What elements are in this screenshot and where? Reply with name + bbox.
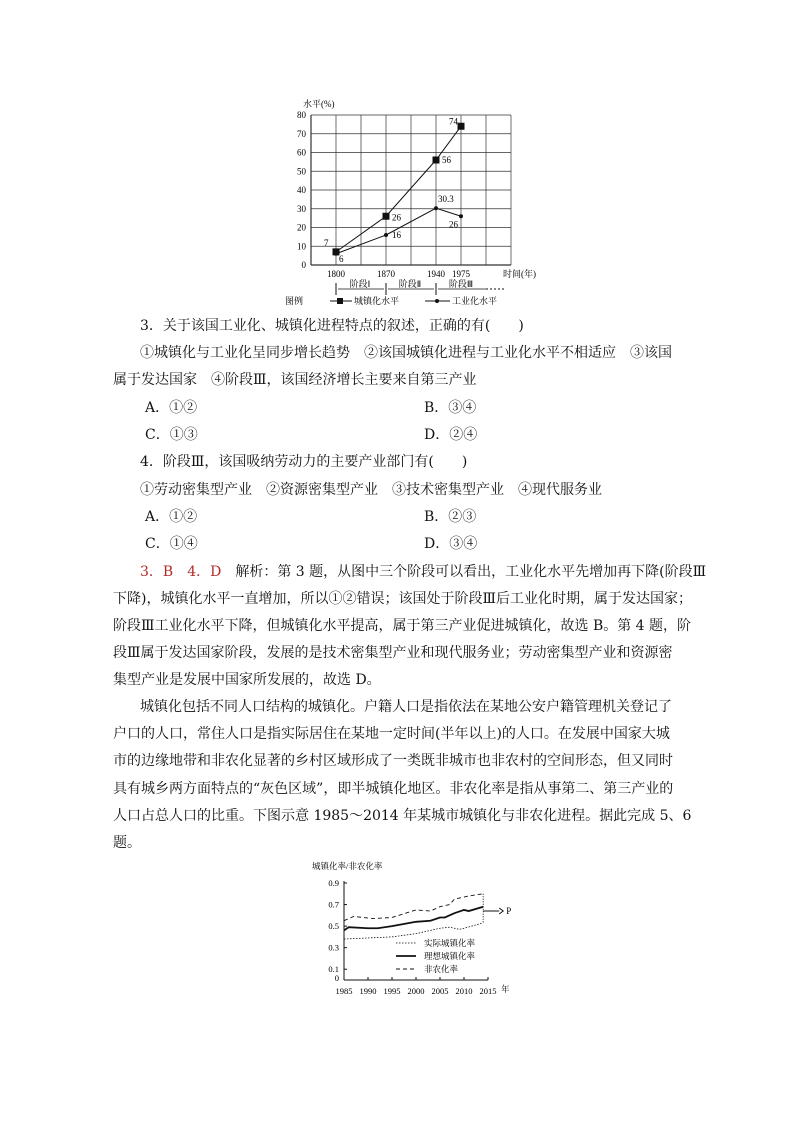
q4-option-a[interactable]: A．①② (145, 509, 198, 525)
data-point-square (433, 157, 440, 164)
data-point-dot (334, 252, 338, 256)
x-tick-label: 2015 (479, 986, 497, 996)
legend-square-icon (337, 298, 343, 304)
stage-label: 阶段Ⅲ (448, 279, 474, 289)
x-tick-label: 1800 (327, 269, 345, 279)
data-point-dot (459, 214, 463, 218)
data-point-dot (384, 233, 388, 237)
answer-explanation-line: 下降)，城镇化水平一直增加，所以①②错误；该国处于阶段Ⅲ后工业化时期，属于发达国家； (113, 591, 692, 607)
x-tick-label: 1990 (359, 986, 377, 996)
y-tick-label: 0 (301, 260, 306, 270)
y-tick-label: 10 (297, 241, 306, 252)
answer-explanation-line: 解析：第 3 题，从图中三个阶段可以看出，工业化水平先增加再下降(阶段Ⅲ (235, 564, 707, 580)
x-tick-label: 2000 (407, 986, 425, 996)
x-tick-label: 1995 (383, 986, 401, 996)
y-tick-label: 0.3 (328, 942, 339, 953)
y-tick-label: 0.5 (328, 921, 339, 932)
series-line (344, 923, 483, 939)
passage-line: 市的边缘地带和非农化显著的乡村区域形成了一类既非城市也非农村的空间形态，但又同时 (113, 753, 673, 769)
legend-title: 图例 (285, 296, 304, 306)
y-tick-label: 0.7 (328, 899, 339, 910)
answer-explanation-line: 集型产业是发展中国家所发展的，故选 D。 (113, 672, 381, 688)
y-tick-label: 80 (297, 110, 306, 120)
chart-urbanization-industrialization (280, 95, 550, 310)
data-label: 6 (339, 253, 344, 264)
q3-statement-line: 属于发达国家 ④阶段Ⅲ，该国经济增长主要来自第三产业 (113, 372, 477, 388)
legend-dot-icon (435, 299, 439, 303)
y-tick-label: 40 (297, 185, 306, 195)
x-axis-title: 年 (501, 984, 510, 994)
passage-line: 城镇化包括不同人口结构的城镇化。户籍人口是指依法在某地公安户籍管理机关登记了 (140, 699, 672, 715)
data-label: 30.3 (438, 194, 454, 205)
x-tick-label: 2010 (455, 986, 473, 996)
data-label: 16 (392, 230, 401, 240)
q4-stem: 4．阶段Ⅲ，该国吸纳劳动力的主要产业部门有( ) (140, 454, 468, 470)
q4-option-b[interactable]: B．②③ (424, 509, 477, 525)
y-tick-label: 50 (297, 166, 306, 177)
q3-option-c[interactable]: C．①③ (145, 427, 198, 443)
q4-option-d[interactable]: D．③④ (424, 536, 478, 552)
y-axis-title: 水平(%) (303, 99, 335, 109)
annotation-label: P (506, 906, 512, 917)
passage-line: 人口占总人口的比重。下图示意 1985～2014 年某城市城镇化与非农化进程。据此完成 5、6 (113, 808, 692, 824)
q3-statement-line: ①城镇化与工业化呈同步增长趋势 ②该国城镇化进程与工业化水平不相适应 ③该国 (140, 345, 672, 361)
series-line (344, 894, 483, 921)
x-tick-label: 1975 (452, 269, 470, 279)
y-tick-label: 0.1 (328, 964, 339, 975)
arrow-head-icon (499, 908, 503, 914)
answer-first-line (140, 563, 706, 581)
passage-line: 户口的人口，常住人口是指实际居住在某地一定时间(半年以上)的人口。在发展中国家大城 (113, 726, 670, 742)
chart-urbanization-nonagricultural (300, 855, 550, 1005)
y-tick-label: 30 (297, 203, 306, 214)
legend-label: 实际城镇化率 (424, 938, 476, 948)
q4-option-c[interactable]: C．①④ (145, 536, 198, 552)
y-tick-label: 0 (334, 973, 339, 983)
x-tick-label: 1870 (377, 269, 395, 279)
x-tick-label: 1940 (427, 269, 445, 279)
data-point-square (383, 213, 390, 220)
stage-label: 阶段Ⅰ (349, 279, 371, 289)
passage-line: 题。 (113, 835, 141, 851)
passage-line: 具有城乡两方面特点的“灰色区域”，即半城镇化地区。非农化率是指从事第二、第三产业的 (113, 781, 674, 797)
q4-statement-line: ①劳动密集型产业 ②资源密集型产业 ③技术密集型产业 ④现代服务业 (140, 482, 602, 498)
y-tick-label: 0.9 (328, 878, 339, 888)
data-label: 26 (392, 212, 401, 223)
x-tick-label: 1985 (335, 986, 353, 996)
legend-label: 城镇化水平 (354, 296, 400, 306)
answer-explanation-line: 阶段Ⅲ工业化水平下降，但城镇化水平提高，属于第三产业促进城镇化，故选 B。第 4 题，阶 (113, 618, 692, 634)
stage-label: 阶段Ⅱ (398, 279, 422, 289)
data-label: 56 (442, 155, 451, 165)
y-tick-label: 20 (297, 222, 306, 233)
q3-option-a[interactable]: A．①② (145, 400, 198, 416)
x-tick-label: 2005 (431, 986, 449, 996)
q3-option-b[interactable]: B．③④ (424, 400, 477, 416)
data-label: 26 (449, 219, 458, 230)
legend-label: 工业化水平 (452, 296, 498, 306)
y-tick-label: 60 (297, 147, 306, 158)
q3-stem: 3．关于该国工业化、城镇化进程特点的叙述，正确的有( ) (140, 318, 524, 334)
answer-explanation-line: 段Ⅲ属于发达国家阶段，发展的是技术密集型产业和现代服务业；劳动密集型产业和资源密 (113, 645, 673, 661)
y-tick-label: 70 (297, 128, 306, 139)
data-label: 7 (324, 237, 329, 248)
q3-option-d[interactable]: D．②④ (424, 427, 478, 443)
data-label: 74 (449, 116, 458, 127)
legend-label: 理想城镇化率 (424, 951, 476, 961)
data-point-dot (434, 206, 438, 210)
answer-key: 3．B 4．D (140, 564, 222, 580)
y-axis-title: 城镇化率/非农化率 (312, 861, 383, 871)
data-point-square (458, 123, 465, 130)
legend-label: 非农化率 (424, 964, 459, 974)
x-axis-title: 时间(年) (503, 269, 536, 279)
